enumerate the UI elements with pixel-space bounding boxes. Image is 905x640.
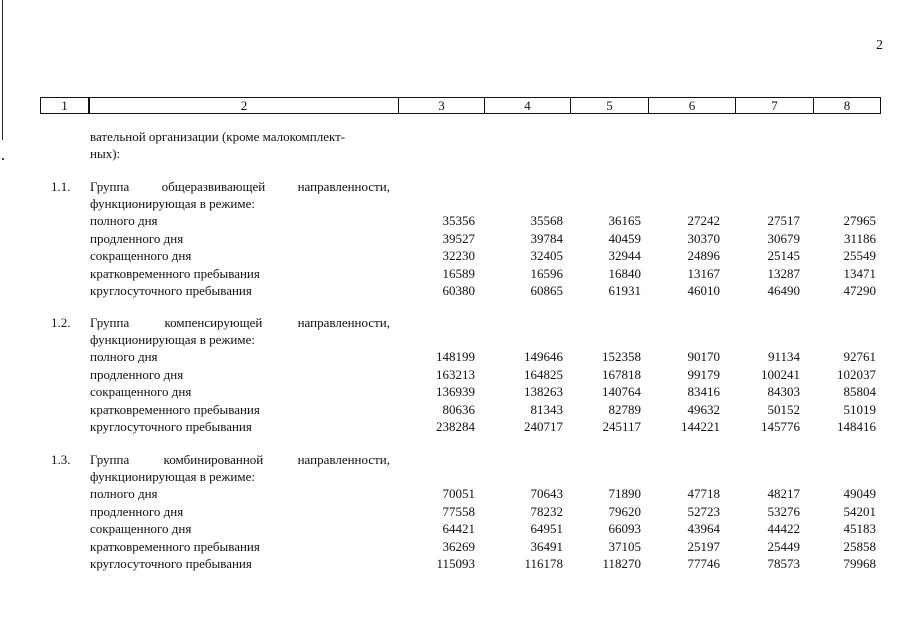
table-cell-value: 245117 [602,419,641,434]
left-margin-rule [2,0,3,140]
table-cell-value: 36165 [608,213,641,228]
table-cell-value: 71890 [608,486,641,501]
table-cell-value: 16840 [608,265,641,281]
header-col-4: 4 [485,97,571,114]
row-label: кратковременного пребывания [90,538,260,554]
table-cell-value: 24896 [687,248,720,263]
row-label: круглосуточного пребывания [90,283,252,298]
table-cell-value: 118270 [602,556,641,571]
table-cell-value: 35568 [530,213,563,228]
row-label: сокращенного дня [90,521,192,536]
table-cell-value: 30370 [687,230,720,246]
table-cell-value: 61931 [608,283,641,298]
table-cell-value: 77558 [442,503,475,519]
row-label: круглосуточного пребывания [90,556,252,571]
table-cell-value: 32230 [442,248,475,263]
table-cell-value: 79620 [608,503,641,519]
table-cell-value: 52723 [687,503,720,519]
table-header-row [40,97,881,114]
row-label: сокращенного дня [90,384,192,399]
table-cell-value: 64421 [442,521,475,536]
header-col-6: 6 [649,97,736,114]
table-cell-value: 25449 [767,538,800,554]
scan-dot [2,158,4,160]
section-title-line: Группа компенсирующей направленности, [90,315,390,330]
row-label: круглосуточного пребывания [90,419,252,434]
table-cell-value: 54201 [843,503,876,519]
header-col-3: 3 [399,97,485,114]
row-label: полного дня [90,213,158,228]
table-cell-value: 35356 [442,213,475,228]
row-label: продленного дня [90,230,184,246]
table-cell-value: 84303 [767,384,800,399]
row-label: продленного дня [90,366,184,382]
section-title-line: функционирующая в режиме: [90,332,255,347]
table-cell-value: 25549 [843,248,876,263]
table-cell-value: 78232 [530,503,563,519]
table-cell-value: 83416 [687,384,720,399]
table-cell-value: 79968 [843,556,876,571]
table-cell-value: 115093 [436,556,475,571]
table-cell-value: 37105 [608,538,641,554]
section-number: 1.1. [51,179,71,194]
table-cell-value: 53276 [767,503,800,519]
table-cell-value: 81343 [530,401,563,417]
table-cell-value: 45183 [843,521,876,536]
table-cell-value: 13471 [843,265,876,281]
table-cell-value: 30679 [767,230,800,246]
table-cell-value: 167818 [602,366,641,382]
table-cell-value: 16596 [530,265,563,281]
table-cell-value: 40459 [608,230,641,246]
table-cell-value: 39527 [442,230,475,246]
table-cell-value: 78573 [767,556,800,571]
table-cell-value: 149646 [524,349,563,364]
table-cell-value: 48217 [767,486,800,501]
table-cell-value: 13167 [687,265,720,281]
table-cell-value: 70051 [442,486,475,501]
table-cell-value: 46490 [767,283,800,298]
section-number: 1.3. [51,452,71,467]
table-cell-value: 49049 [843,486,876,501]
table-cell-value: 92761 [843,349,876,364]
table-cell-value: 39784 [530,230,563,246]
header-col-7: 7 [736,97,814,114]
table-cell-value: 32944 [608,248,641,263]
table-cell-value: 70643 [530,486,563,501]
table-cell-value: 31186 [843,230,876,246]
table-cell-value: 44422 [767,521,800,536]
table-cell-value: 102037 [837,366,876,382]
table-cell-value: 100241 [761,366,800,382]
table-cell-value: 140764 [602,384,641,399]
table-cell-value: 50152 [767,401,800,417]
table-cell-value: 136939 [436,384,475,399]
table-cell-value: 60380 [442,283,475,298]
row-label: кратковременного пребывания [90,265,260,281]
table-cell-value: 144221 [681,419,720,434]
table-cell-value: 145776 [761,419,800,434]
section-number: 1.2. [51,315,71,330]
table-cell-value: 27242 [687,213,720,228]
table-cell-value: 66093 [608,521,641,536]
table-cell-value: 43964 [687,521,720,536]
table-cell-value: 51019 [843,401,876,417]
row-label: кратковременного пребывания [90,401,260,417]
table-cell-value: 16589 [442,265,475,281]
table-cell-value: 64951 [530,521,563,536]
section-title-line: функционирующая в режиме: [90,196,255,211]
table-cell-value: 36269 [442,538,475,554]
table-cell-value: 49632 [687,401,720,417]
table-cell-value: 99179 [687,366,720,382]
table-cell-value: 85804 [843,384,876,399]
table-cell-value: 13287 [767,265,800,281]
table-cell-value: 32405 [530,248,563,263]
table-cell-value: 164825 [524,366,563,382]
header-col-5: 5 [571,97,649,114]
table-cell-value: 60865 [530,283,563,298]
header-col-8: 8 [814,97,881,114]
table-cell-value: 116178 [524,556,563,571]
table-cell-value: 152358 [602,349,641,364]
row-label: полного дня [90,349,158,364]
table-cell-value: 27965 [843,213,876,228]
table-cell-value: 77746 [687,556,720,571]
header-col-2: 2 [90,97,399,114]
table-cell-value: 25145 [767,248,800,263]
section-title-line: Группа комбинированной направленности, [90,452,390,467]
table-cell-value: 138263 [524,384,563,399]
table-cell-value: 27517 [767,213,800,228]
row-label: сокращенного дня [90,248,192,263]
table-cell-value: 238284 [436,419,475,434]
table-cell-value: 90170 [687,349,720,364]
table-cell-value: 163213 [436,366,475,382]
table-cell-value: 240717 [524,419,563,434]
table-cell-value: 25197 [687,538,720,554]
row-label: продленного дня [90,503,184,519]
table-cell-value: 47290 [843,283,876,298]
table-cell-value: 148416 [837,419,876,434]
table-cell-value: 148199 [436,349,475,364]
header-col-1: 1 [40,97,90,114]
table-cell-value: 91134 [767,349,800,364]
table-cell-value: 80636 [442,401,475,417]
intro-line-2: ных): [90,146,121,161]
row-label: полного дня [90,486,158,501]
intro-line-1: вательной организации (кроме малокомплект- [90,129,346,144]
table-cell-value: 36491 [530,538,563,554]
table-cell-value: 82789 [608,401,641,417]
table-cell-value: 47718 [687,486,720,501]
table-cell-value: 46010 [687,283,720,298]
section-title-line: функционирующая в режиме: [90,469,255,484]
table-cell-value: 25858 [843,538,876,554]
page-number: 2 [876,38,883,53]
section-title-line: Группа общеразвивающей направленности, [90,179,390,194]
